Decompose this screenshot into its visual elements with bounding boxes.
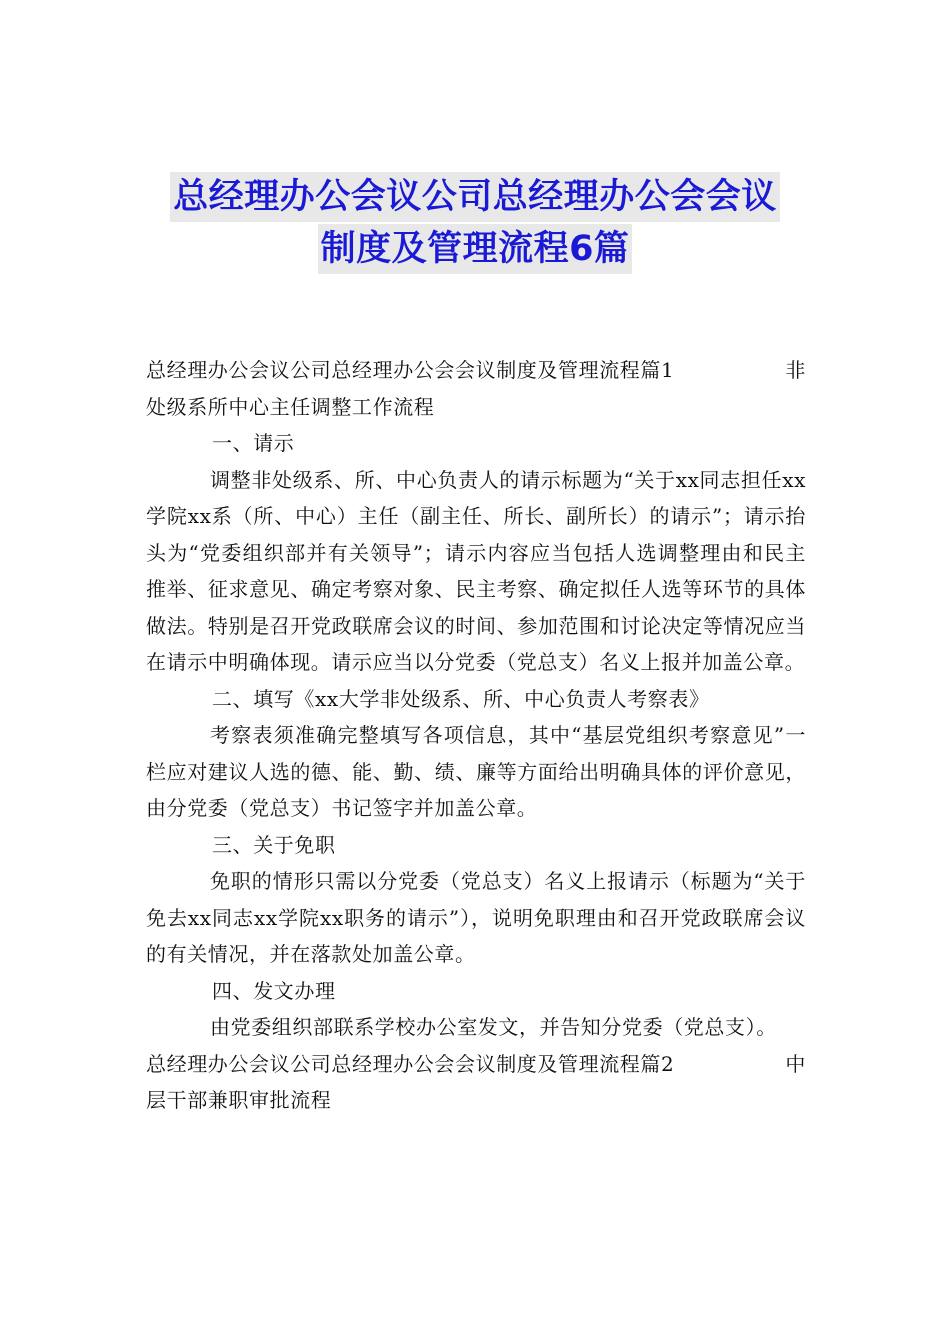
item-1-label: 一、请示 (212, 431, 295, 455)
item-4-text: 由党委组织部联系学校办公室发文，并告知分党委（党总支）。 (210, 1015, 777, 1039)
item-2-text: 考察表须准确完整填写各项信息，其中“基层党组织考察意见”一栏应对建议人选的德、能、勤、绩、廉等方面给出明确具体的评价意见，由分党委（党总支）书记签字并加盖公章。 (146, 723, 806, 820)
section-2-heading-line2: 层干部兼职审批流程 (146, 1088, 332, 1112)
item-1-text: 调整非处级系、所、中心负责人的请示标题为“关于xx同志担任xx学院xx系（所、中心）主任（副主任、所长、副所长）的请示”；请示抬头为“党委组织部并有关领导”；请示内容应当包括人选调整理由和民主推举、征求意见、确定考察对象、民主考察、确定拟任人选等环节的具体做法。特别是召开党政联席会议的时间、参加范围和讨论决定等情况应当在请示中明确体现。请示应当以分党委（党总支）名义上报并加盖公章。 (146, 467, 806, 674)
item-2-label: 二、填写《xx大学非处级系、所、中心负责人考察表》 (212, 686, 710, 711)
section-2-heading-main: 总经理办公会议公司总经理办公会会议制度及管理流程篇2 (146, 1051, 675, 1076)
document-body (146, 352, 806, 1119)
section-2-heading (146, 1046, 806, 1083)
section-1-heading-line2: 处级系所中心主任调整工作流程 (146, 394, 435, 419)
item-4-label: 四、发文办理 (212, 978, 336, 1003)
item-3-text: 免职的情形只需以分党委（党总支）名义上报请示（标题为“关于免去xx同志xx学院xx职务的请示”），说明免职理由和召开党政联席会议的有关情况，并在落款处加盖公章。 (146, 869, 806, 966)
section-1-heading (146, 352, 806, 389)
title-line-2: 制度及管理流程6篇 (318, 224, 633, 274)
section-2-heading-tail: 中 (785, 1051, 806, 1076)
document-title (0, 172, 950, 276)
item-3-label: 三、关于免职 (212, 832, 336, 857)
section-1-heading-main: 总经理办公会议公司总经理办公会会议制度及管理流程篇1 (146, 358, 675, 382)
title-line-1: 总经理办公会议公司总经理办公会会议 (170, 172, 780, 222)
section-1-heading-tail: 非 (785, 358, 806, 382)
